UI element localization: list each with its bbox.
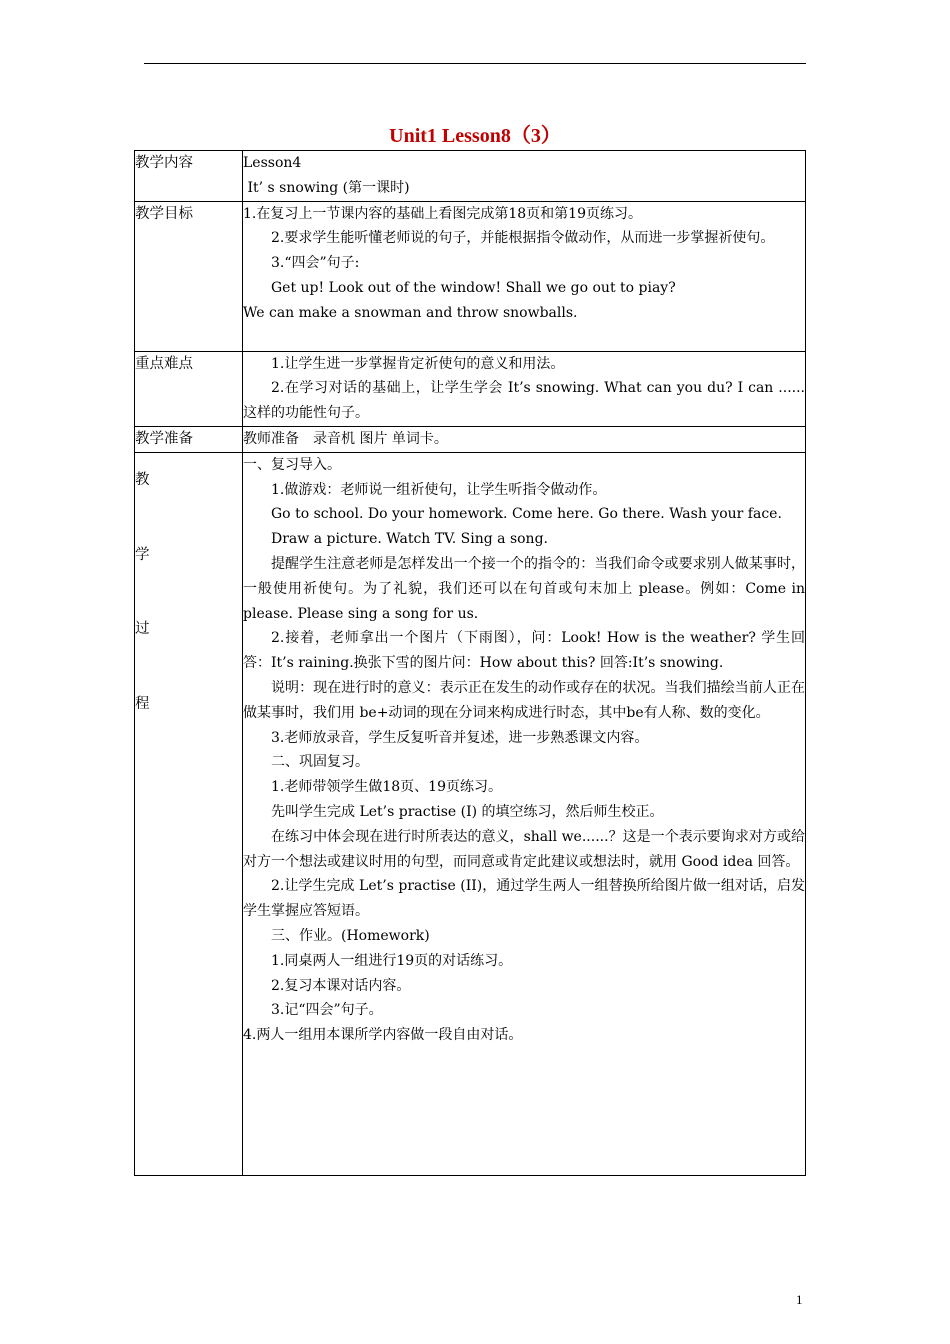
text-line: 二、巩固复习。: [271, 754, 369, 771]
vertical-label-char: 学: [135, 546, 150, 563]
content-preparation: 教师准备 录音机 图片 单词卡。: [243, 426, 806, 452]
row-teaching-content: [135, 151, 806, 202]
vertical-label-char: 程: [135, 696, 150, 713]
text-line: We can make a snowman and throw snowballs.: [243, 304, 578, 321]
label-preparation: 教学准备: [135, 426, 243, 452]
row-teaching-goals: [135, 201, 806, 351]
text-line: 2.接着，老师拿出一个图片（下雨图），问：Look! How is the weather? 学生回答：It’s raining.换张下雪的图片问：How about this? 回答:It’s snowing.: [243, 630, 805, 672]
text-line: 一、复习导入。: [243, 456, 341, 473]
label-teaching-process: [135, 452, 243, 1175]
text-line: Get up! Look out of the window! Shall we go out to piay?: [271, 279, 676, 296]
text-line: 1.老师带领学生做18页、19页练习。: [271, 779, 502, 796]
text-line: 3.老师放录音，学生反复听音并复述，进一步熟悉课文内容。: [271, 729, 649, 746]
text-line: Draw a picture. Watch TV. Sing a song.: [271, 531, 548, 548]
text-line: 2.复习本课对话内容。: [271, 977, 411, 994]
text-line: 先叫学生完成 Let’s practise (I) 的填空练习，然后师生校正。: [271, 803, 664, 820]
vertical-label-char: 过: [135, 621, 150, 638]
label-teaching-content: 教学内容: [135, 151, 243, 202]
content-teaching-content: [243, 151, 806, 202]
text-line: 1.让学生进一步掌握肯定祈使句的意义和用法。: [271, 355, 565, 372]
vertical-label-char: 教: [135, 471, 150, 488]
text-line: 1.同桌两人一组进行19页的对话练习。: [271, 952, 513, 969]
page-title: Unit1 Lesson8（3）: [389, 125, 561, 147]
text-line: 三、作业。(Homework): [271, 927, 430, 944]
text-line: 提醒学生注意老师是怎样发出一个接一个的指令的：当我们命令或要求别人做某事时，一般使用祈使句。为了礼貌，我们还可以在句首或句末加上 please。例如：Come in please. Please sing a song for us.: [243, 555, 805, 622]
content-teaching-goals: [243, 201, 806, 351]
label-teaching-goals: 教学目标: [135, 201, 243, 351]
text-line: Lesson4: [243, 155, 302, 171]
text-line: 在练习中体会现在进行时所表达的意义，shall we......？这是一个表示要询求对方或给对方一个想法或建议时用的句型，而同意或肯定此建议或想法时，就用 Good idea 回答。: [243, 828, 805, 870]
text-line: 4.两人一组用本课所学内容做一段自由对话。: [243, 1027, 523, 1044]
row-key-points: [135, 351, 806, 426]
text-line: It’ s snowing (第一课时): [243, 179, 410, 196]
page-number: 1: [796, 1292, 803, 1307]
lesson-plan-table: [134, 150, 806, 1176]
text-line: Go to school. Do your homework. Come here. Go there. Wash your face.: [271, 506, 782, 523]
row-teaching-process: [135, 452, 806, 1175]
text-line: 3.“四会”句子:: [271, 255, 360, 272]
text-line: 1.在复习上一节课内容的基础上看图完成第18页和第19页练习。: [243, 205, 642, 222]
text-line: 2.要求学生能听懂老师说的句子，并能根据指令做动作，从而进一步掌握祈使句。: [271, 230, 775, 247]
header-rule: [144, 63, 806, 64]
content-key-points: [243, 351, 806, 426]
text-line: 2.在学习对话的基础上，让学生学会 It’s snowing. What can you du? I can ...... 这样的功能性句子。: [243, 380, 805, 422]
text-line: 2.让学生完成 Let’s practise (II)，通过学生两人一组替换所给图片做一组对话，启发学生掌握应答短语。: [243, 878, 805, 920]
text-line: 1.做游戏：老师说一组祈使句，让学生听指令做动作。: [271, 481, 607, 498]
text-line: 3.记“四会”句子。: [271, 1002, 383, 1019]
label-key-points: 重点难点: [135, 351, 243, 426]
row-preparation: [135, 426, 806, 452]
text-line: 说明：现在进行时的意义：表示正在发生的动作或存在的状况。当我们描绘当前人正在做某事时，我们用 be+动词的现在分词来构成进行时态，其中be有人称、数的变化。: [243, 679, 805, 721]
content-teaching-process: [243, 452, 806, 1175]
